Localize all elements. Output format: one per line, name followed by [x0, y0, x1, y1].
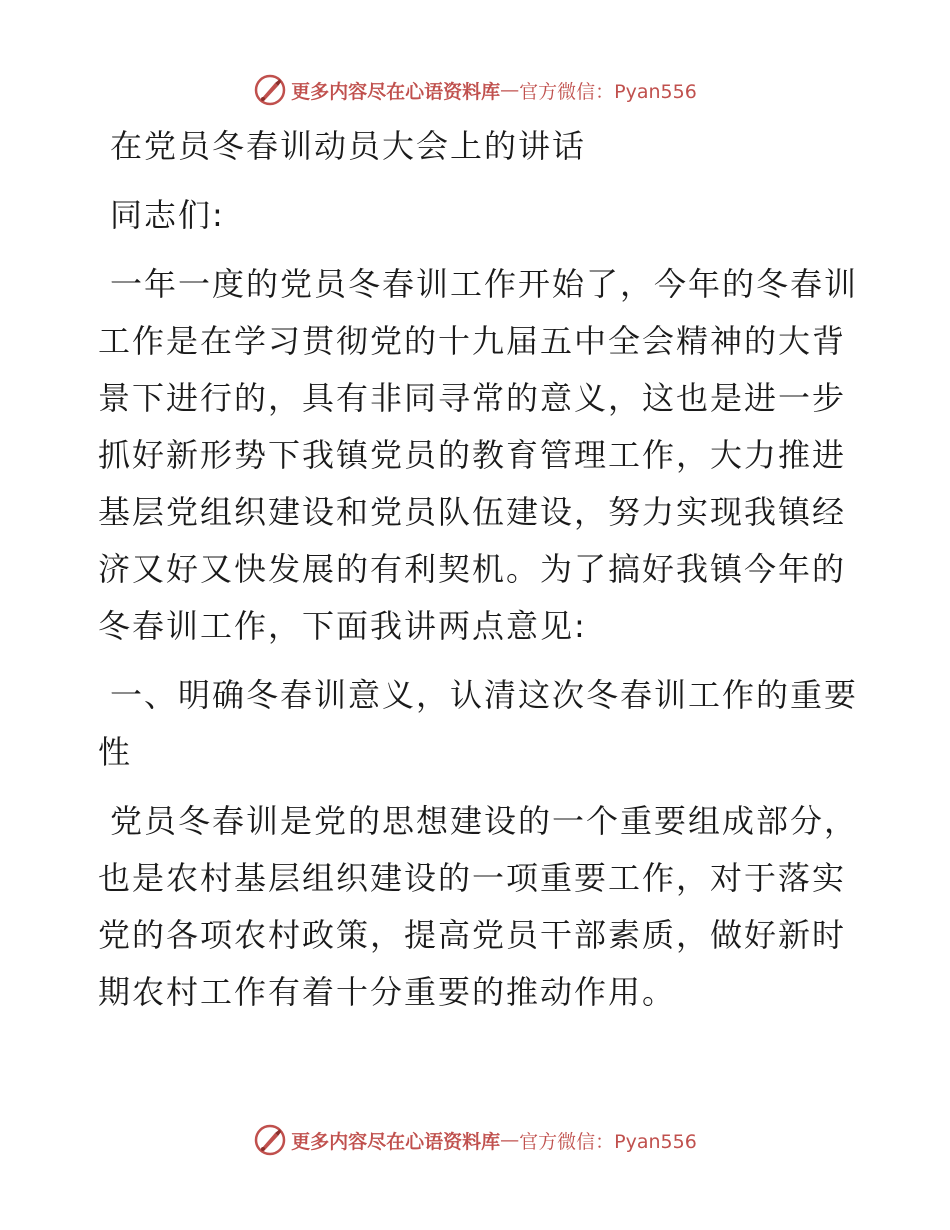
paragraph-intro: 一年一度的党员冬春训工作开始了，今年的冬春训工作是在学习贯彻党的十九届五中全会精神的大背景下进行的，具有非同寻常的意义，这也是进一步抓好新形势下我镇党员的教育管理工作，大力推进基层党组织建设和党员队伍建设，努力实现我镇经济又好又快发展的有利契机。为了搞好我镇今年的冬春训工作，下面我讲两点意见: [98, 265, 859, 645]
document-body [98, 118, 858, 1021]
section-heading-1: 一、明确冬春训意义，认清这次冬春训工作的重要性 [98, 676, 859, 771]
banner-wechat-text: 官方微信：Pyan556 [519, 80, 697, 103]
quill-pen-logo-icon [253, 73, 287, 107]
banner-main-text: 更多内容尽在心语资料库 [291, 80, 501, 103]
paragraph-section-1: 党员冬春训是党的思想建设的一个重要组成部分，也是农村基层组织建设的一项重要工作，对于落实党的各项农村政策，提高党员干部素质，做好新时期农村工作有着十分重要的推动作用。 [98, 802, 859, 1011]
quill-pen-logo-icon [253, 1123, 287, 1157]
footer-banner [0, 1120, 950, 1160]
header-banner [0, 70, 950, 110]
document-title: 在党员冬春训动员大会上的讲话 [110, 127, 587, 165]
banner-wechat-text: 官方微信：Pyan556 [519, 1130, 697, 1153]
banner-separator: — [500, 79, 520, 101]
banner-separator: — [500, 1129, 520, 1151]
banner-main-text: 更多内容尽在心语资料库 [291, 1130, 501, 1153]
salutation: 同志们: [110, 196, 225, 234]
